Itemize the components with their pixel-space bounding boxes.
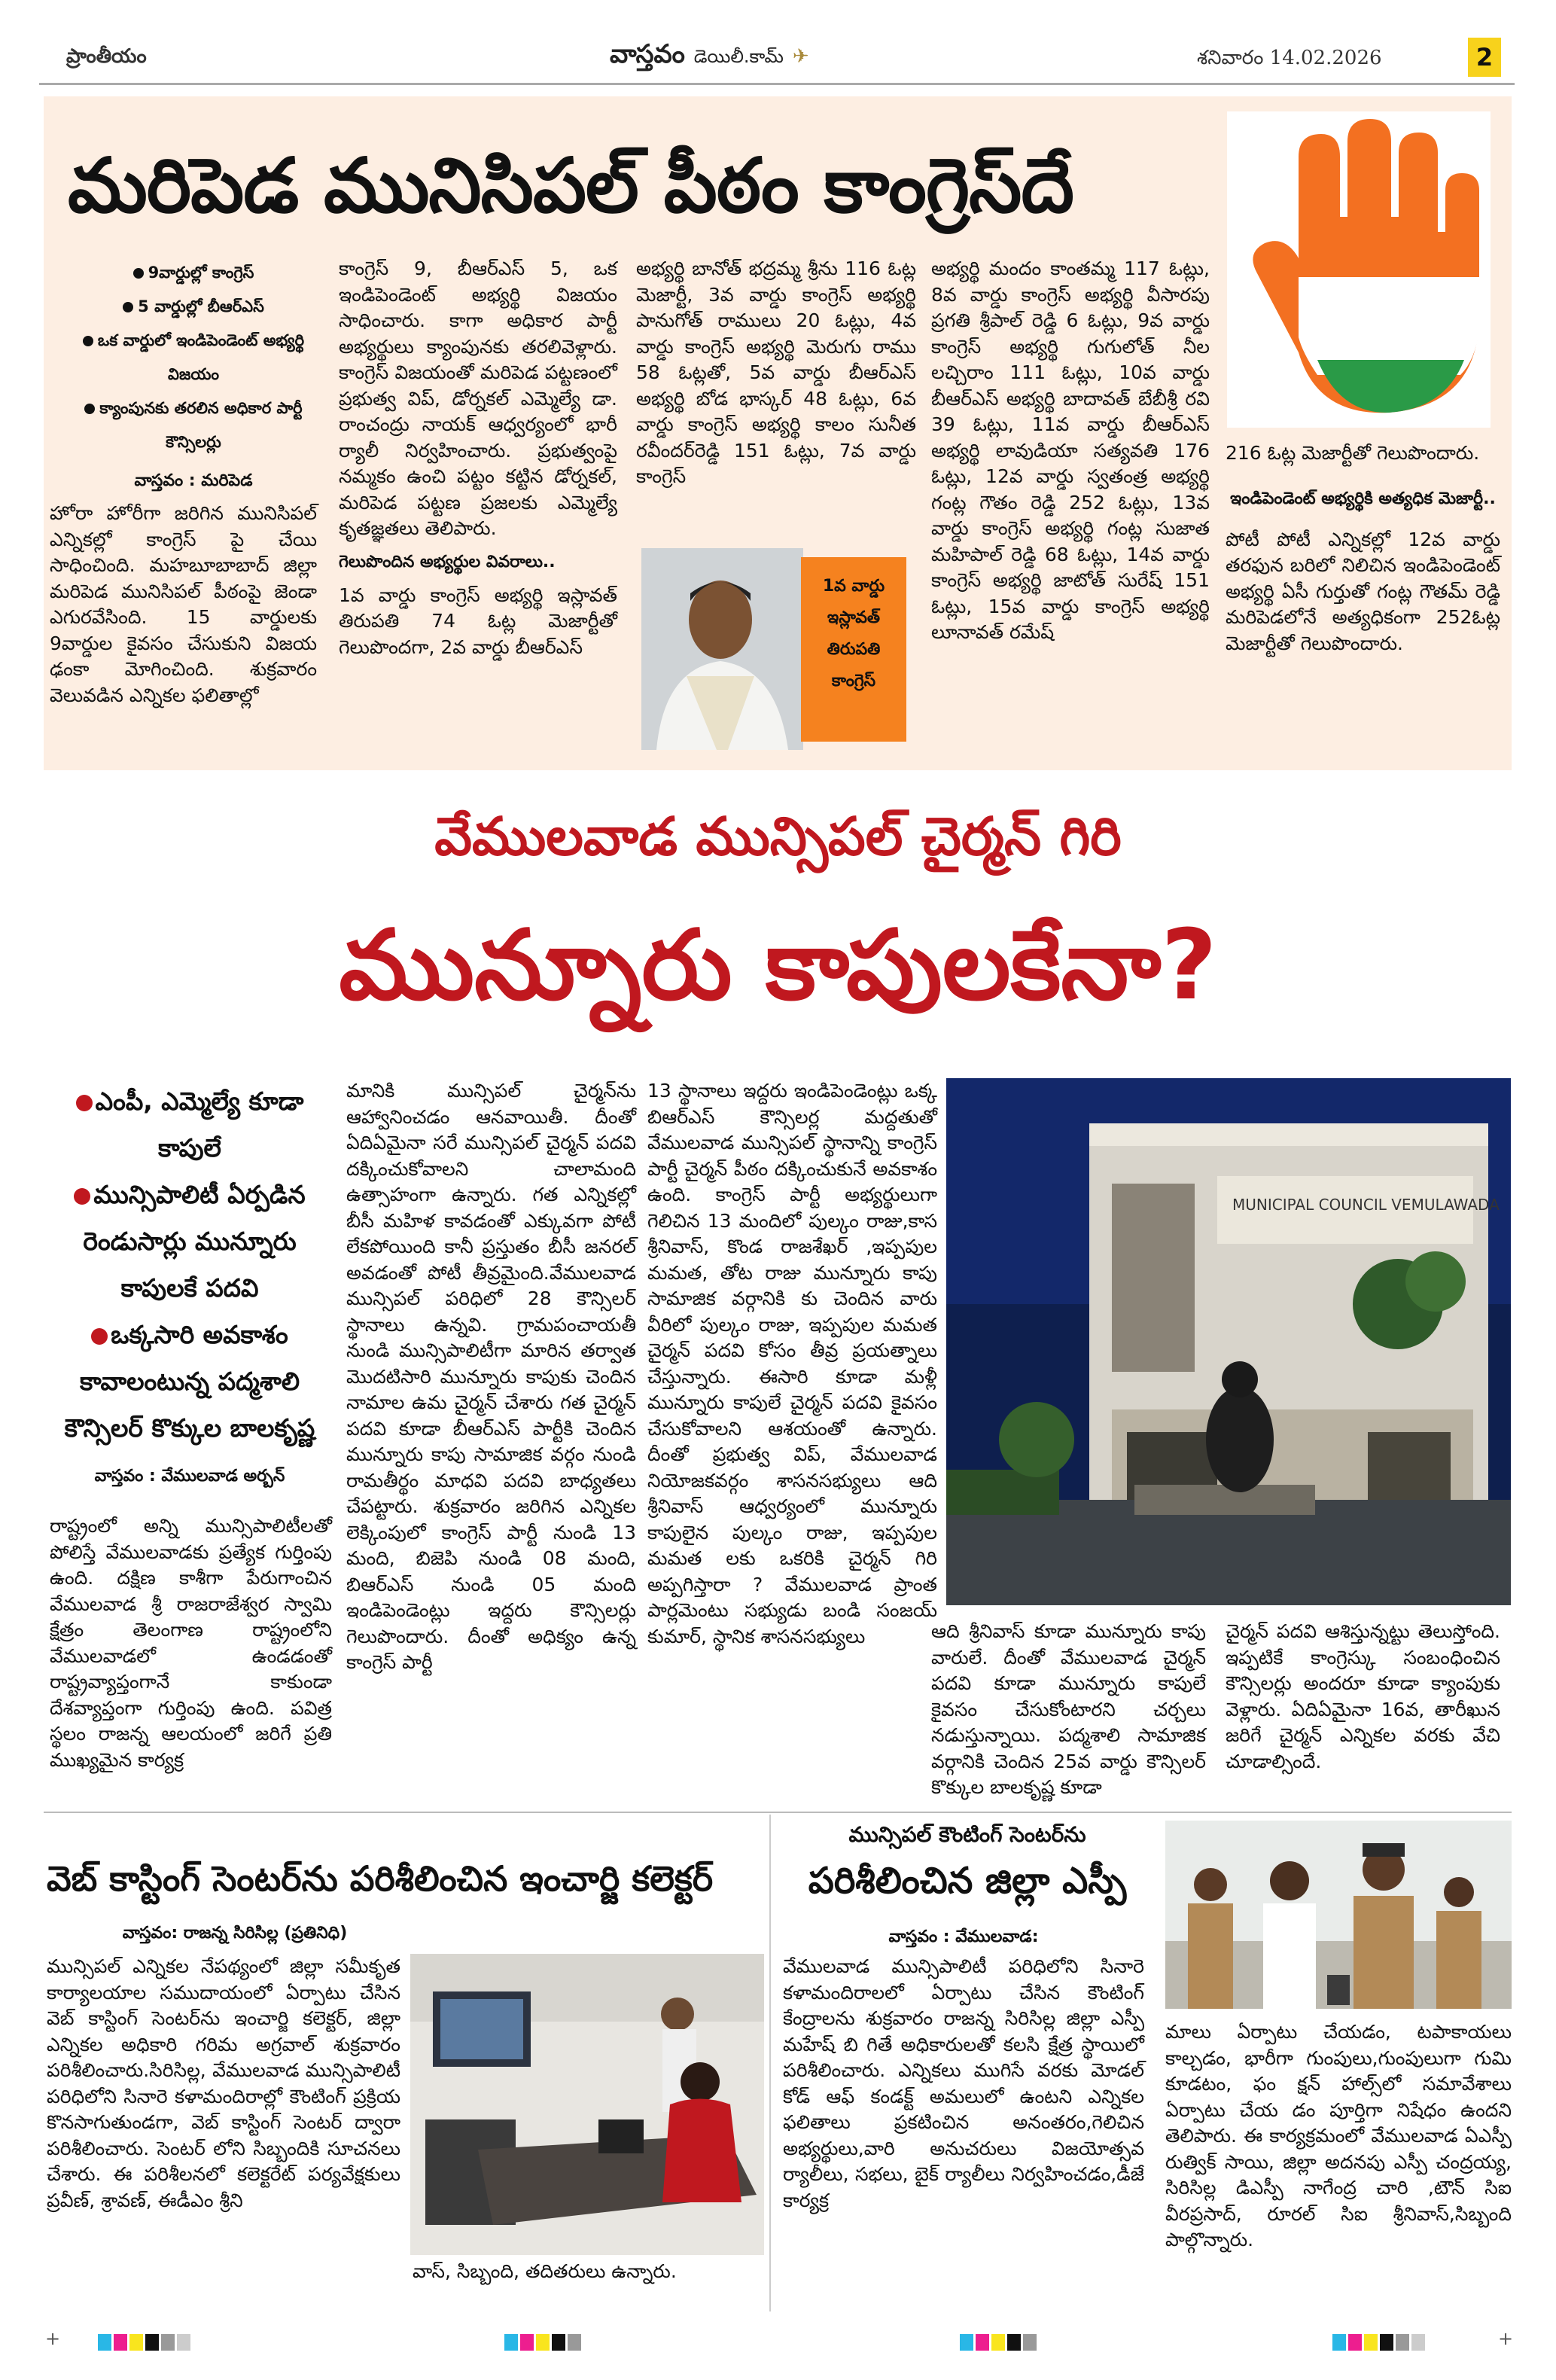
color-bar (98, 2331, 193, 2352)
bullet-item: ఎంపీ, ఎమ్మెల్యే కూడా కాపులే (47, 1078, 333, 1172)
top-story-col5: 216 ఓట్ల మెజార్టీతో గెలుపొందారు. ఇండిపెండెంట్ అభ్యర్థికి అత్యధిక మెజార్టీ.. పోటీ పోటీ ఎన్నికల్లో 12వ వార్డు తరఫున బరిలో నిలిచిన ఇండిపెండెంట్ అభ్యర్థి ఏసీ గుర్తుతో గంట్ల గౌతమ్ రెడ్డి మరిపెడలోనే అత్యధికంగా 252ఓట్ల మెజార్టీతో గెలుపొందారు. (1226, 442, 1500, 654)
bottom-right-kicker: మున్సిపల్ కౌంటింగ్ సెంటర్‌ను (848, 1822, 1086, 1847)
sp-inspection-photo (1165, 1821, 1512, 2009)
section-divider (44, 1812, 1512, 1813)
paper-name: వాస్తవం (610, 39, 685, 69)
municipal-building-photo (946, 1078, 1511, 1605)
lead-kicker: వేములవాడ మున్సిపల్ చైర్మన్ గిరి (434, 806, 1122, 867)
top-story-col4: అభ్యర్థి మందం కాంతమ్మ 117 ఓట్లు, 8వ వార్డు కాంగ్రెస్ అభ్యర్థి వీసారపు ప్రగతి శ్రీపాల్ రెడ్డి 6 ఓట్లు, 9వ వార్డు కాంగ్రెస్ అభ్యర్థి గుగులోత్ నీల లచ్చిరాం 111 ఓట్లు, 10వ వార్డు బీఆర్ఎస్ అభ్యర్థి బాదావత్ బేబీశ్రీ రవి 39 ఓట్లు, 11వ వార్డు బీఆర్ఎస్ అభ్యర్థి లావుడియా సత్యవతి 176 ఓట్లు, 12వ వార్డు స్వతంత్ర అభ్యర్థి గంట్ల గౌతం రెడ్డి 252 ఓట్లు, 13వ వార్డు కాంగ్రెస్ అభ్యర్థి గంట్ల సుజాత మహిపాల్ రెడ్డి 68 ఓట్లు, 14వ వార్డు కాంగ్రెస్ అభ్యర్థి జాటోత్ సురేష్ 151 ఓట్లు, 15వ వార్డు కాంగ్రెస్ అభ్యర్థి లూనావత్ రమేష్ (931, 258, 1210, 643)
col-subhead: గెలుపొందిన అభ్యర్థుల వివరాలు.. (339, 552, 556, 571)
bullet-item: 5 వార్డుల్లో బీఆర్ఎస్ (69, 290, 318, 324)
candidate-caption: 1వ వార్డు ఇస్లావత్ తిరుపతి కాంగ్రెస్ (801, 557, 906, 742)
bottom-left-byline: వాస్తవం: రాజన్న సిరిసిల్ల (ప్రతినిధి) (122, 1924, 348, 1943)
top-story-col3: అభ్యర్థి బానోత్ భద్రమ్మ శ్రీను 116 ఓట్ల మెజార్టీ, 3వ వార్డు కాంగ్రెస్ అభ్యర్థి పానుగోత్ రాములు 20 ఓట్లు, 4వ వార్డు కాంగ్రెస్ అభ్యర్థి మెరుగు రాము 58 ఓట్లతో, 5వ వార్డు బీఆర్ఎస్ అభ్యర్థి బోడ భాస్కర్ 48 ఓట్లు, 6వ వార్డు కాంగ్రెస్ అభ్యర్థి కాలం సునీత రవీందర్‌రెడ్డి 151 ఓట్లు, 7వ వార్డు కాంగ్రెస్ (636, 258, 916, 487)
lead-col2: మానికి మున్సిపల్ చైర్మన్‌ను ఆహ్వానించడం ఆనవాయితీ. దీంతో ఏదిఏమైనా సరే మున్సిపల్ చైర్మన్ పదవి దక్కించుకోవాలని చాలామంది ఉత్సాహంగా ఉన్నారు. గత ఎన్నికల్లో బీసీ మహిళ కావడంతో ఎక్కువగా పోటీ లేకపోయింది కానీ ప్రస్తుతం బీసీ జనరల్ అవడంతో పోటీ తీవ్రమైంది.వేములవాడ మున్సిపల్ పరిధిలో 28 కౌన్సిలర్ స్థానాలు ఉన్నవి. గ్రామపంచాయతీ నుండి మున్సిపాలిటీగా మారిన తర్వాత మొదటిసారి మున్నూరు కాపుకు చెందిన నామాల ఉమ చైర్మన్ చేశారు గత చైర్మన్ పదవి కూడా బీఆర్ఎస్ పార్టీకి చెందిన మున్నూరు కాపు సామాజిక వర్గం నుండి రామతీర్థం మాధవి పదవి బాధ్యతలు చేపట్టారు. శుక్రవారం జరిగిన ఎన్నికల లెక్కింపులో కాంగ్రెస్ పార్టీ నుండి 13 మంది, బిజెపి నుండి 08 మంది, బిఆర్ఎస్ నుండి 05 మంది ఇండిపెండెంట్లు ఇద్దరు కౌన్సిలర్లు గెలుపొందారు. దీంతో అధిక్యం ఉన్న కాంగ్రెస్ పార్టీ (346, 1080, 636, 1673)
color-bar (1332, 2331, 1427, 2352)
col-subhead: ఇండిపెండెంట్ అభ్యర్థికి అత్యధిక మెజార్టీ.. (1230, 489, 1496, 508)
top-story-col2: కాంగ్రెస్ 9, బీఆర్ఎస్ 5, ఒక ఇండిపెండెంట్ అభ్యర్థి విజయం సాధించారు. కాగా అధికార పార్టీ అభ్యర్థులు క్యాంపునకు తరలివెళ్లారు. కాంగ్రెస్ విజయంతో మరిపెడ పట్టణంలో ప్రభుత్వ విప్, డోర్నకల్ ఎమ్మెల్యే డా. రాంచంద్రు నాయక్ ఆధ్వర్యంలో భారీ ర్యాలీ నిర్వహించారు. ప్రభుత్వంపై నమ్మకం ఉంచి పట్టం కట్టిన డోర్నకల్, మరిపెడ పట్టణ ప్రజలకు ఎమ్మెల్యే కృతజ్ఞతలు తెలిపారు. గెలుపొందిన అభ్యర్థుల వివరాలు.. 1వ వార్డు కాంగ్రెస్ అభ్యర్థి ఇస్లావత్ తిరుపతి 74 ఓట్ల మెజార్టీతో గెలుపొందగా, 2వ వార్డు బీఆర్ఎస్ (339, 258, 617, 658)
bullet-item: ఒక వార్డులో ఇండిపెండెంట్ అభ్యర్థి విజయం (69, 324, 318, 392)
webcasting-caption: వాస్, సిబ్బంది, తదితరులు ఉన్నారు. (413, 2260, 677, 2282)
bullet-item: మున్సిపాలిటీ ఏర్పడిన రెండుసార్లు మున్నూరు కాపులకే పదవి (47, 1172, 333, 1312)
top-story-col1: హోరా హోరీగా జరిగిన మునిసిపల్ ఎన్నికల్లో కాంగ్రెస్ పై చేయి సాధించింది. మహబూబాబాద్ జిల్లా మరిపెడ మునిసిపల్ పీఠంపై జెండా ఎగురవేసింది. 15 వార్డులకు 9వార్డుల కైవసం చేసుకుని విజయ ఢంకా మోగించింది. శుక్రవారం వెలువడిన ఎన్నికల ఫలితాల్లో (50, 502, 317, 706)
section-divider (769, 1815, 771, 2311)
color-bar (504, 2331, 583, 2352)
top-story-bullets (69, 256, 318, 498)
bird-icon: ✈ (792, 45, 809, 68)
lead-col3: 13 స్థానాలు ఇద్దరు ఇండిపెండెంట్లు ఒక్క బిఆర్ఎస్ కౌన్సిలర్ల మద్దతుతో వేములవాడ మున్సిపల్ స్థానాన్ని కాంగ్రెస్ పార్టీ చైర్మన్ పీఠం దక్కించుకునే అవకాశం ఉంది. కాంగ్రెస్ పార్టీ అభ్యర్థులుగా గెలిచిన 13 మందిలో పుల్కం రాజు,కాస శ్రీనివాస్, కొండ రాజశేఖర్ ,ఇప్పపుల మమత, తోట రాజు మున్నూరు కాపు సామాజిక వర్గానికి కు చెందిన వారు వీరిలో పుల్కం రాజు, ఇప్పపుల మమత చైర్మన్ పదవి కోసం తీవ్ర ప్రయత్నాలు చేస్తున్నారు. ఈసారి కూడా మళ్లీ మున్నూరు కాపులే చైర్మన్ పదవి కైవసం చేసుకోవాలని ఆశయంతో ఉన్నారు. దీంతో ప్రభుత్వ విప్, వేములవాడ నియోజకవర్గం శాసనసభ్యులు ఆది శ్రీనివాస్ ఆధ్వర్యంలో మున్నూరు కాపులైన పుల్కం రాజు, ఇప్పపుల మమత లకు ఒకరికి చైర్మన్ గిరి అప్పగిస్తారా ? వేములవాడ ప్రాంత పార్లమెంటు సభ్యుడు బండి సంజయ్ కుమార్, స్థానిక శాసనసభ్యులు (647, 1080, 937, 1647)
bottom-left-body: మున్సిపల్ ఎన్నికల నేపథ్యంలో జిల్లా సమీకృత కార్యాలయాల సముదాయంలో ఏర్పాటు చేసిన వెబ్ కాస్టింగ్ సెంటర్‌ను ఇంచార్జి కలెక్టర్, జిల్లా ఎన్నికల అధికారి గరిమ అగ్రవాల్ శుక్రవారం పరిశీలించారు.సిరిసిల్ల, వేములవాడ మున్సిపాలిటీ పరిధిలోని సినారె కళామందిరాల్లో కౌంటింగ్ ప్రక్రియ కొనసాగుతుండగా, వెబ్ కాస్టింగ్ సెంటర్ ద్వారా పరిశీలించారు. సెంటర్ లోని సిబ్బందికి సూచనలు చేశారు. ఈ పరిశీలనలో కలెక్టరేట్ పర్యవేక్షకులు ప్రవీణ్, శ్రావణ్, ఈడీఎం శ్రీని (47, 1955, 400, 2211)
webcasting-photo (410, 1954, 764, 2255)
crop-mark-icon: + (1498, 2328, 1514, 2349)
bottom-left-headline: వెబ్ కాస్టింగ్ సెంటర్‌ను పరిశీలించిన ఇంచార్జి కలెక్టర్ (47, 1858, 714, 1899)
masthead (610, 39, 809, 75)
header-rule (39, 83, 1515, 85)
lead-byline: వాస్తవం : వేములవాడ అర్బన్ (94, 1467, 285, 1486)
bullet-item: క్యాంపునకు తరలిన అధికార పార్టీ కౌన్సిలర్లు (69, 392, 318, 459)
lead-col4: ఆది శ్రీనివాస్ కూడా మున్నూరు కాపు వారులే. దీంతో వేములవాడ చైర్మన్ పదవి కూడా మున్నూరు కాపులే కైవసం చేసుకోంటారని చర్చలు నడుస్తున్నాయి. పద్మశాలి సామాజిక వర్గానికి చెందిన 25వ వార్డు కౌన్సిలర్ కొక్కుల బాలకృష్ణ కూడా (931, 1620, 1206, 1798)
building-sign: MUNICIPAL COUNCIL VEMULAWADA (1232, 1196, 1500, 1214)
page-header (38, 39, 1513, 75)
candidate-photo (641, 548, 803, 750)
bullet-item: ఒక్కసారి అవకాశం కావాలంటున్న పద్మశాలి కౌన్సిలర్ కొక్కుల బాలకృష్ణ (64, 1320, 315, 1443)
print-registration-strip (45, 2328, 1521, 2351)
bottom-right-headline: పరిశీలించిన జిల్లా ఎస్పీ (808, 1860, 1127, 1902)
lead-headline: మున్నూరు కాపులకేనా? (339, 910, 1217, 1022)
bottom-right-col1: వేములవాడ మున్సిపాలిటీ పరిధిలోని సినారె కళామందిరాలలో ఏర్పాటు చేసిన కౌంటింగ్ కేంద్రాలను శుక్రవారం రాజన్న సిరిసిల్ల జిల్లా ఎస్పీ మహేష్ బి గితే అధికారులతో కలసి క్షేత్ర స్థాయిలో పరిశీలించారు. ఎన్నికలు ముగిసే వరకు మోడల్ కోడ్ ఆఫ్ కండక్ట్ అమలులో ఉంటని ఎన్నికల ఫలితాలు ప్రకటించిన అనంతరం,గెలిచిన అభ్యర్థులు,వారి అనుచరులు విజయోత్సవ ర్యాలీలు, సభలు, బైక్ ర్యాలీలు నిర్వహించడం,డీజే కార్యక్ర (783, 1955, 1144, 2211)
top-story-headline: మరిపెడ మునిసిపల్ పీఠం కాంగ్రెస్‌దే (68, 142, 1073, 230)
page-number: 2 (1468, 38, 1501, 77)
lead-bullets (47, 1078, 333, 1452)
bullet-item: 9వార్డుల్లో కాంగ్రెస్ (69, 256, 318, 290)
bottom-right-col2: మాలు ఏర్పాటు చేయడం, టపాకాయలు కాల్చడం, భారీగా గుంపులు,గుంపులుగా గుమి కూడటం, ఫం క్షన్ హాల్స్‌లో సమావేశాలు ఏర్పాటు చేయ డం పూర్తిగా నిషేధం ఉందని తెలిపారు. ఈ కార్యక్రమంలో వేములవాడ ఏఎస్పీ రుత్విక్ సాయి, జిల్లా అదనపు ఎస్పీ చంద్రయ్య, సిరిసిల్ల డిఎస్పీ నాగేంద్ర చారి ,టౌన్ సిఐ వీరప్రసాద్, రూరల్ సిఐ శ్రీనివాస్,సిబ్బంది పాల్గొన్నారు. (1165, 2021, 1512, 2250)
lead-col1: రాష్ట్రంలో అన్ని మున్సిపాలిటీలతో పోలిస్తే వేములవాడకు ప్రత్యేక గుర్తింపు ఉంది. దక్షిణ కాశీగా పేరుగాంచిన వేములవాడ శ్రీ రాజరాజేశ్వర స్వామి క్షేత్రం తెలంగాణ రాష్ట్రంలోని వేములవాడలో ఉండడంతో రాష్ట్రవ్యాప్తంగానే కాకుండా దేశవ్యాప్తంగా గుర్తింపు ఉంది. పవిత్ర స్థలం రాజన్న ఆలయంలో జరిగే ప్రతి ముఖ్యమైన కార్యక్ర (50, 1515, 332, 1771)
issue-date: శనివారం 14.02.2026 (1197, 47, 1382, 69)
byline: వాస్తవం : మరిపెడ (134, 471, 253, 490)
section-name: ప్రాంతీయం (66, 45, 147, 68)
paper-tag: డెయిలీ.కామ్ (693, 46, 784, 67)
bottom-right-byline: వాస్తవం : వేములవాడ: (888, 1927, 1039, 1946)
color-bar (960, 2331, 1039, 2352)
congress-hand-logo (1227, 111, 1491, 428)
lead-col5: చైర్మన్ పదవి ఆశిస్తున్నట్టు తెలుస్తోంది. ఇప్పటికే కాంగ్రెస్కు సంబంధించిన కౌన్సిలర్లు అందరూ కూడా క్యాంపుకు వెళ్లారు. ఏదిఏమైనా 16వ, తారీఖున జరిగే చైర్మన్ ఎన్నికల వరకు వేచి చూడాల్సిందే. (1226, 1620, 1500, 1772)
crop-mark-icon: + (45, 2328, 61, 2349)
